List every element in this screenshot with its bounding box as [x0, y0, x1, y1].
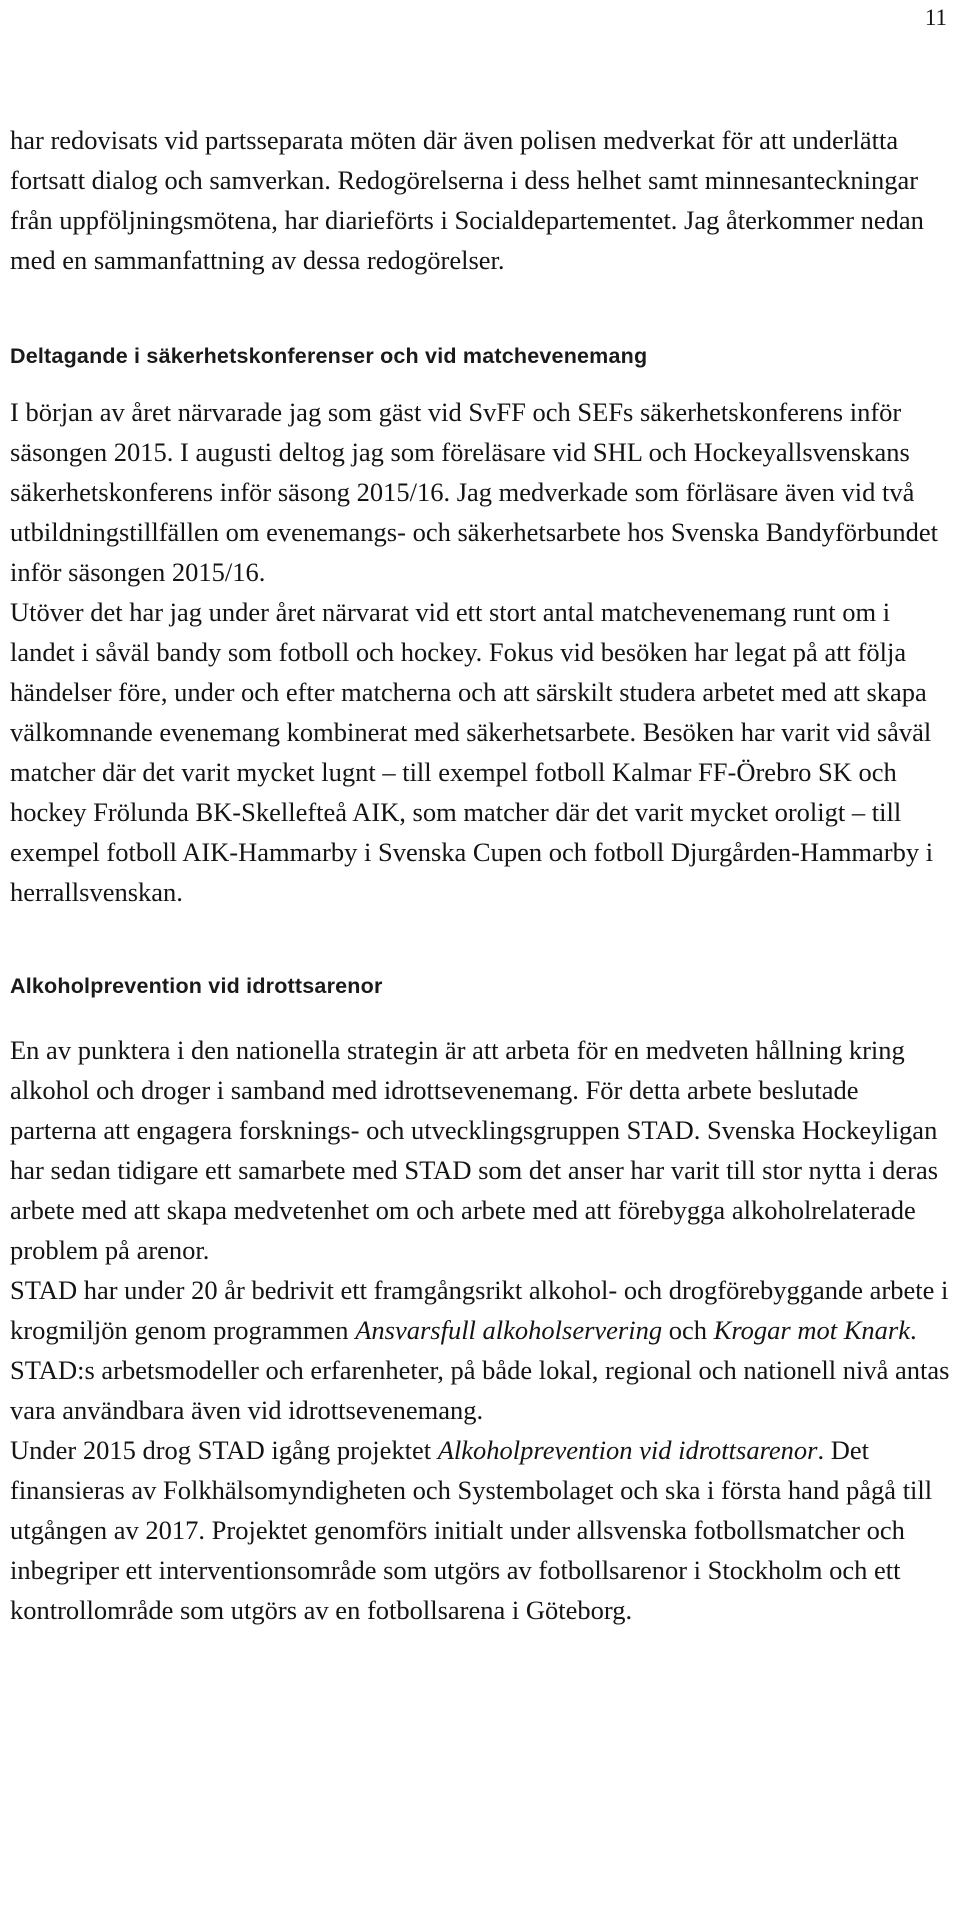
stad-text-b: och [662, 1315, 714, 1345]
section-heading-security: Deltagande i säkerhetskonferenser och vid matchevenemang [10, 344, 648, 368]
document-body [10, 120, 950, 1630]
matches-paragraph: Utöver det har jag under året närvarat vid ett stort antal matchevenemang runt om i landet i såväl bandy som fotboll och hockey. Fokus vid besöken har legat på att följa händelser före, under och efter matcherna och att särskilt studera arbetet med att skapa välkomnande evenemang kombinerat med säkerhetsarbete. Besöken har varit vid såväl matcher där det varit mycket lugnt – till exempel fotboll Kalmar FF-Örebro SK och hockey Frölunda BK-Skellefteå AIK, som matcher där det varit mycket oroligt – till exempel fotboll AIK-Hammarby i Svenska Cupen och fotboll Djurgården-Hammarby i herrallsvenskan. [10, 597, 934, 907]
project-text-b: . Det finansieras av Folkhälsomyndigheten och Systembolaget och ska i första hand pågå till utgången av 2017. Projektet genomförs initialt under allsvenska fotbollsmatcher och inbegriper ett interventionsområde som utgörs av fotbollsarenor i Stockholm och ett kontrollområde som utgörs av en fotbollsarena i Göteborg. [10, 1435, 933, 1625]
stad-text-c: . STAD:s arbetsmodeller och erfarenheter, på både lokal, regional och nationell nivå antas vara användbara även vid idrottsevenemang. [10, 1315, 950, 1425]
stad-paragraph [10, 1270, 950, 1430]
alcohol-paragraph: En av punktera i den nationella strategin är att arbeta för en medveten hållning kring alkohol och droger i samband med idrottsevenemang. För detta arbete beslutade parterna att engagera forsknings- och utvecklingsgruppen STAD. Svenska Hockeyligan har sedan tidigare ett samarbete med STAD som det anser har varit till stor nytta i deras arbete med att skapa medvetenhet om och arbete med att förebygga alkoholrelaterade problem på arenor. [10, 1035, 939, 1265]
section-heading-alcohol: Alkoholprevention vid idrottsarenor [10, 974, 383, 998]
stad-text-a: STAD har under 20 år bedrivit ett framgångsrikt alkohol- och drogförebyggande arbete i krogmiljön genom programmen [10, 1275, 949, 1345]
security-paragraph: I början av året närvarade jag som gäst vid SvFF och SEFs säkerhetskonferens inför säsongen 2015. I augusti deltog jag som föreläsare vid SHL och Hockeyallsvenskans säkerhetskonferens inför säsong 2015/16. Jag medverkade som förläsare även vid två utbildningstillfällen om evenemangs- och säkerhetsarbete hos Svenska Bandyförbundet inför säsongen 2015/16. [10, 397, 939, 587]
intro-paragraph: har redovisats vid partsseparata möten där även polisen medverkat för att underlätta fortsatt dialog och samverkan. Redogörelserna i dess helhet samt minnesanteckningar från uppföljningsmötena, har diarieförts i Socialdepartementet. Jag återkommer nedan med en sammanfattning av dessa redogörelser. [10, 125, 924, 275]
project-text-a: Under 2015 drog STAD igång projektet [10, 1435, 438, 1465]
page-number: 11 [924, 5, 947, 30]
project-paragraph [10, 1430, 950, 1630]
program-name-1: Ansvarsfull alkoholservering [355, 1315, 663, 1345]
program-name-2: Krogar mot Knark [713, 1315, 910, 1345]
project-name: Alkoholprevention vid idrottsarenor [437, 1435, 818, 1465]
